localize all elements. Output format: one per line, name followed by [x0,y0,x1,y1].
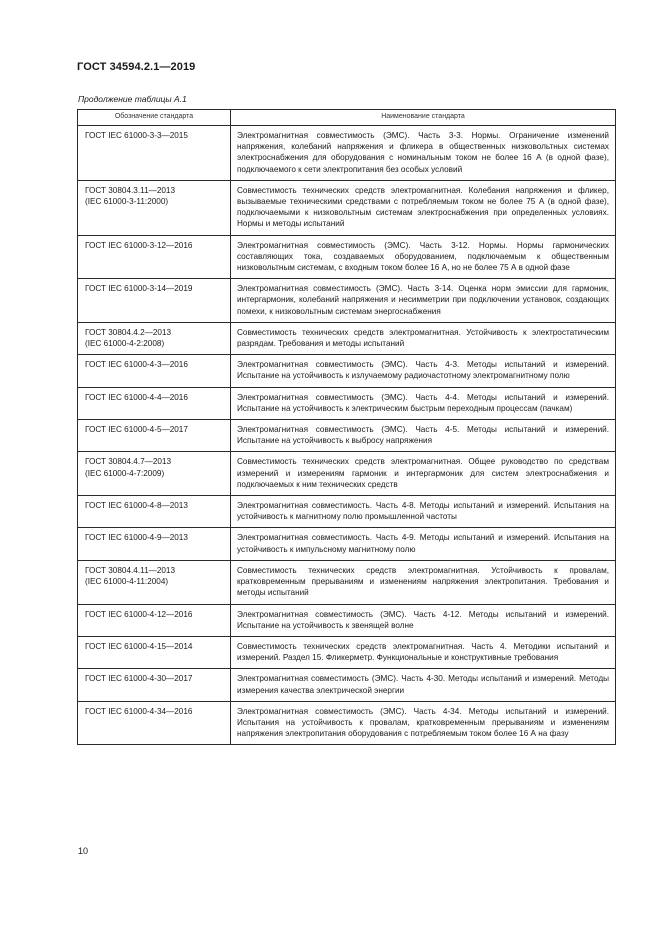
standard-name: Совместимость технических средств электромагнитная. Устойчивость к провалам, кратковременным прерываниям и изменениям напряжения электропитания. Требования и методы испытаний [231,560,616,604]
table-row [78,420,616,452]
table-caption: Продолжение таблицы А.1 [78,94,187,104]
table-row [78,701,616,745]
table-row [78,322,616,354]
page-number: 10 [78,846,89,856]
standard-name: Электромагнитная совместимость (ЭМС). Часть 4-5. Методы испытаний и измерений. Испытание на устойчивость к выбросу напряжения [231,420,616,452]
standard-code: ГОСТ IEC 61000-4-5—2017 [78,420,231,452]
standards-table [77,109,616,745]
standard-name: Электромагнитная совместимость (ЭМС). Часть 4-3. Методы испытаний и измерений. Испытание на устойчивость к излучаемому радиочастотному электромагнитному полю [231,355,616,387]
standard-code: ГОСТ IEC 61000-4-4—2016 [78,387,231,419]
table-row [78,279,616,323]
table-row [78,126,616,181]
column-header-name: Наименование стандарта [231,110,616,126]
standard-name: Электромагнитная совместимость (ЭМС). Часть 3-14. Оценка норм эмиссии для гармоник, интергармоник, колебаний напряжения и несимметрии при подключении установок, создающих помехи, к низковольтным системам энергоснабжения [231,279,616,323]
table-row [78,528,616,560]
table-row [78,604,616,636]
table-row [78,235,616,279]
table-row [78,496,616,528]
standard-name: Электромагнитная совместимость (ЭМС). Часть 3-3. Нормы. Ограничение изменений напряжения, колебаний напряжения и фликера в общественных низковольтных системах электроснабжения для оборудования с номинальным током не более 16 А (в одной фазе), подключаемого к сети электропитания без особых условий [231,126,616,181]
standard-code: ГОСТ 30804.4.11—2013 (IEC 61000-4-11:2004) [78,560,231,604]
table-row [78,636,616,668]
table-row [78,355,616,387]
standard-code: ГОСТ IEC 61000-4-15—2014 [78,636,231,668]
table-row [78,180,616,235]
standard-code: ГОСТ IEC 61000-4-30—2017 [78,669,231,701]
standard-name: Совместимость технических средств электромагнитная. Устойчивость к электростатическим разрядам. Требования и методы испытаний [231,322,616,354]
column-header-code: Обозначение стандарта [78,110,231,126]
standard-name: Электромагнитная совместимость (ЭМС). Часть 4-4. Методы испытаний и измерений. Испытание на устойчивость к электрическим быстрым переходным процессам (пачкам) [231,387,616,419]
document-title: ГОСТ 34594.2.1—2019 [77,61,196,73]
standard-code: ГОСТ IEC 61000-4-34—2016 [78,701,231,745]
standard-name: Электромагнитная совместимость (ЭМС). Часть 4-34. Методы испытаний и измерений. Испытания на устойчивость к провалам, кратковременным прерываниям и изменениям напряжения электропитания оборудования с потребляемым током более 16 А на фазу [231,701,616,745]
table-row [78,560,616,604]
standard-name: Электромагнитная совместимость (ЭМС). Часть 3-12. Нормы. Нормы гармонических составляющих тока, создаваемых оборудованием, подключаемым к общественным низковольтным системам, с входным током более 16 А, но не более 75 А в одной фазе [231,235,616,279]
standard-code: ГОСТ IEC 61000-3-12—2016 [78,235,231,279]
table-row [78,387,616,419]
standard-name: Электромагнитная совместимость (ЭМС). Часть 4-30. Методы испытаний и измерений. Методы измерения качества электрической энергии [231,669,616,701]
standard-code: ГОСТ IEC 61000-3-14—2019 [78,279,231,323]
standard-name: Электромагнитная совместимость. Часть 4-9. Методы испытаний и измерений. Испытания на устойчивость к импульсному магнитному полю [231,528,616,560]
standard-name: Совместимость технических средств электромагнитная. Часть 4. Методики испытаний и измерений. Раздел 15. Фликерметр. Функциональные и конструктивные требования [231,636,616,668]
standard-code: ГОСТ 30804.3.11—2013 (IEC 61000-3-11:2000) [78,180,231,235]
table-row [78,452,616,496]
standard-code: ГОСТ IEC 61000-4-12—2016 [78,604,231,636]
standard-code: ГОСТ 30804.4.2—2013 (IEC 61000-4-2:2008) [78,322,231,354]
standard-name: Электромагнитная совместимость (ЭМС). Часть 4-12. Методы испытаний и измерений. Испытание на устойчивость к звенящей волне [231,604,616,636]
standard-code: ГОСТ 30804.4.7—2013 (IEC 61000-4-7:2009) [78,452,231,496]
standard-name: Электромагнитная совместимость. Часть 4-8. Методы испытаний и измерений. Испытания на устойчивость к магнитному полю промышленной частоты [231,496,616,528]
standard-code: ГОСТ IEC 61000-4-8—2013 [78,496,231,528]
table-header-row [78,110,616,126]
standard-code: ГОСТ IEC 61000-3-3—2015 [78,126,231,181]
standard-code: ГОСТ IEC 61000-4-9—2013 [78,528,231,560]
standard-name: Совместимость технических средств электромагнитная. Общее руководство по средствам измерений и измерениям гармоник и интергармоник для систем электроснабжения и подключаемых к ним технических средств [231,452,616,496]
table-row [78,669,616,701]
standard-code: ГОСТ IEC 61000-4-3—2016 [78,355,231,387]
standard-name: Совместимость технических средств электромагнитная. Колебания напряжения и фликер, вызываемые техническими средствами с потребляемым током не более 75 А (в одной фазе), подключаемыми к низковольтным системам электроснабжения при определенных условиях. Нормы и методы испытаний [231,180,616,235]
